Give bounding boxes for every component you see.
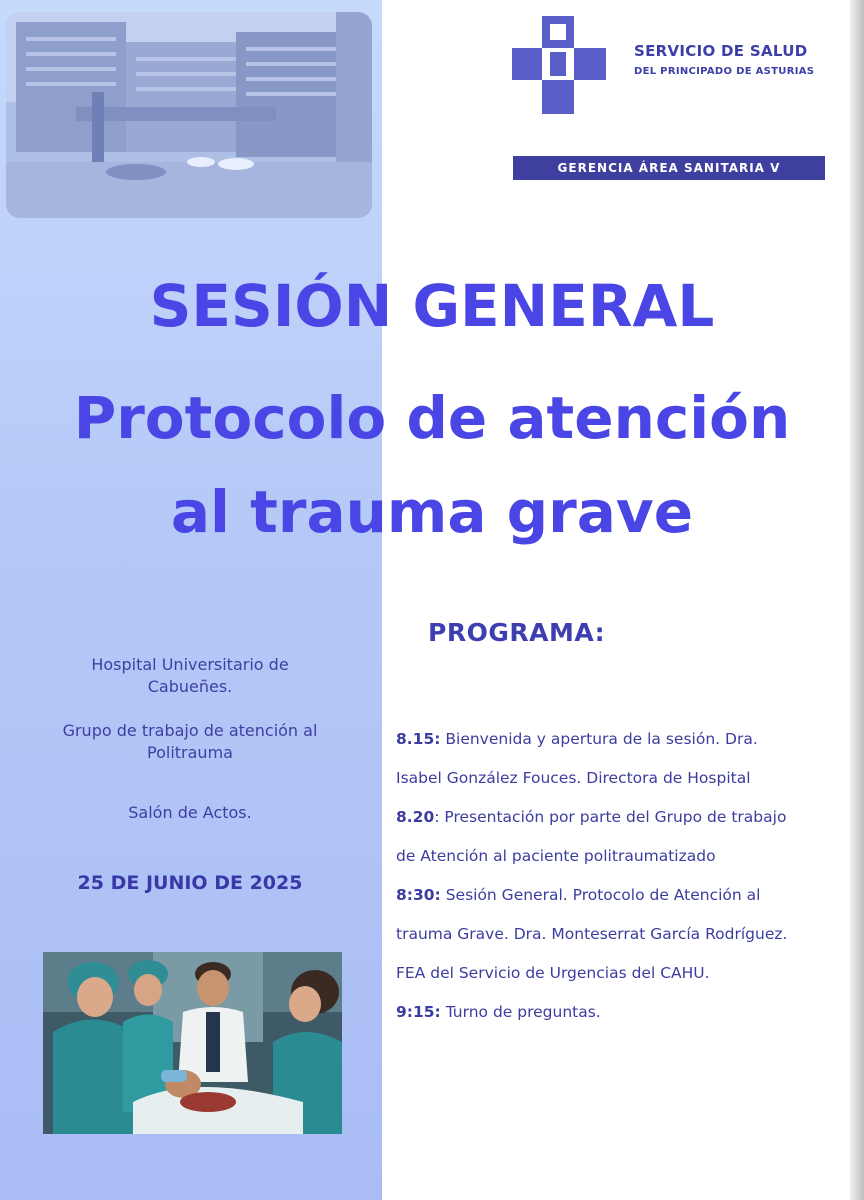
org-name-line2: DEL PRINCIPADO DE ASTURIAS bbox=[634, 66, 815, 77]
program-time: 8.15: bbox=[396, 730, 441, 748]
program-item: 9:15: Turno de preguntas. bbox=[396, 1003, 601, 1021]
org-name-line1: SERVICIO DE SALUD bbox=[634, 42, 808, 60]
program-item: 8.15: Bienvenida y apertura de la sesión. Dra. bbox=[396, 730, 758, 748]
event-date: 25 DE JUNIO DE 2025 bbox=[77, 872, 303, 894]
sespa-logo bbox=[512, 16, 606, 114]
program-item-cont: Isabel González Fouces. Directora de Hospital bbox=[396, 769, 751, 787]
gerencia-banner: GERENCIA ÁREA SANITARIA V bbox=[513, 156, 825, 180]
program-item-cont: de Atención al paciente politraumatizado bbox=[396, 847, 716, 865]
program-item: 8:30: Sesión General. Protocolo de Atención al bbox=[396, 886, 761, 904]
program-time: 8.20 bbox=[396, 808, 435, 826]
program-time: 8:30: bbox=[396, 886, 441, 904]
program-item: 8.20: Presentación por parte del Grupo de trabajo bbox=[396, 808, 787, 826]
subtitle-line2: al trauma grave bbox=[170, 478, 694, 546]
program-item-cont: FEA del Servicio de Urgencias del CAHU. bbox=[396, 964, 710, 982]
hospital-building-photo bbox=[6, 12, 372, 218]
subtitle-line1: Protocolo de atención bbox=[73, 384, 791, 452]
venue: Salón de Actos. bbox=[128, 803, 252, 822]
program-time: 9:15: bbox=[396, 1003, 441, 1021]
main-title: SESIÓN GENERAL bbox=[149, 272, 715, 340]
trauma-team-photo bbox=[43, 952, 342, 1134]
working-group: Grupo de trabajo de atención al Politrauma bbox=[62, 721, 318, 762]
right-edge-shadow bbox=[850, 0, 864, 1200]
hospital-name: Hospital Universitario de Cabueñes. bbox=[91, 655, 289, 696]
program-heading: PROGRAMA: bbox=[428, 618, 606, 647]
program-list bbox=[396, 720, 846, 1032]
program-item-cont: trauma Grave. Dra. Monteserrat García Rodríguez. bbox=[396, 925, 788, 943]
